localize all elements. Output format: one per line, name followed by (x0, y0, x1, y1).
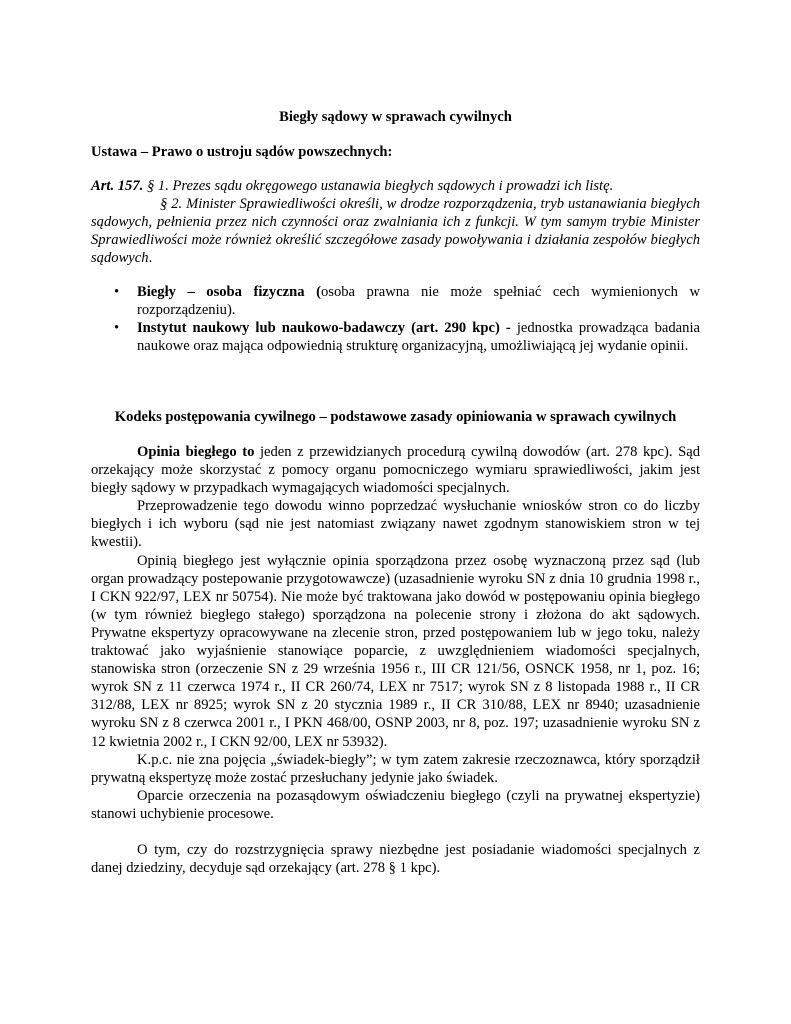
kpc-paragraph-5: Oparcie orzeczenia na pozasądowym oświadczeniu biegłego (czyli na prywatnej ekspertyzie) stanowi uchybienie procesowe. (91, 787, 700, 822)
kpc-heading: Kodeks postępowania cywilnego – podstawowe zasady opiniowania w sprawach cywilnych (114, 409, 677, 425)
kpc-p1-text: jeden z przewidzianych procedurą cywilną dowodów (art. 278 kpc). Sąd orzekający może skorzystać z pomocy organu pomocniczego wymiaru sprawiedliwości, jakim jest biegły sądowy w przypadkach wymagających wiadomości specjalnych. (91, 444, 701, 497)
kpc-p1-bold: Opinia biegłego to (137, 444, 255, 460)
list-item (114, 319, 700, 355)
kpc-body (91, 443, 700, 877)
kpc-paragraph-3: Opinią biegłego jest wyłącznie opinia sporządzona przez osobę wyznaczoną przez sąd (lub organ prowadzący postepowanie przygotowawcze) (uzasadnienie wyroku SN z dnia 10 grudnia 1998 r., I CKN 922/97, LEX nr 50754). Nie może być traktowana jako dowód w postępowaniu opinia biegłego (w tym również biegłego stałego) sporządzona na polecenie strony i złożona do akt sądowych. Prywatne ekspertyzy opracowywane na zlecenie stron, przed postępowaniem lub w jego toku, należy traktować jako wyjaśnienie stanowiące poparcie, z uwzględnieniem wiadomości specjalnych, stanowiska stron (orzeczenie SN z 29 września 1956 r., III CR 121/56, OSNCK 1958, nr 1, poz. 16; wyrok SN z 11 czerwca 1974 r., II CR 260/74, LEX nr 7517; wyrok SN z 8 listopada 1988 r., II CR 312/88, LEX nr 8925; wyrok SN z 20 stycznia 1989 r., II CR 310/88, LEX nr 8940; uzasadnienie wyroku SN z 8 czerwca 2001 r., I PKN 468/00, OSNP 2003, nr 8, poz. 197; uzasadnienie wyroku SN z 12 kwietnia 2002 r., I CKN 92/00, LEX nr 53932). (91, 552, 700, 750)
article-p2-end: . (148, 250, 153, 267)
bullet-list (114, 283, 700, 355)
list-item-text: osoba prawna nie może spełniać cech wymienionych w rozporządzeniu). (137, 284, 700, 319)
article-paragraph-1 (91, 177, 700, 195)
article-label: Art. 157. (91, 178, 144, 194)
bullet-icon: • (114, 320, 120, 337)
kpc-paragraph-6: O tym, czy do rozstrzygnięcia sprawy niezbędne jest posiadanie wiadomości specjalnych z danej dziedziny, decyduje sąd orzekający (art. 278 § 1 kpc). (91, 841, 700, 877)
page-title: Biegły sądowy w sprawach cywilnych (279, 109, 512, 125)
kpc-paragraph-1 (91, 443, 700, 497)
ustawa-heading: Ustawa – Prawo o ustroju sądów powszechnych: (91, 144, 393, 160)
article-paragraph-2 (91, 195, 700, 267)
list-item-bold: Biegły – osoba fizyczna ( (137, 284, 321, 300)
article-p1-text: § 1. Prezes sądu okręgowego ustanawia biegłych sądowych i prowadzi ich listę. (143, 178, 614, 194)
list-item (114, 283, 700, 319)
kpc-paragraph-4: K.p.c. nie zna pojęcia „świadek-biegły”; w tym zatem zakresie rzeczoznawca, który sporządził prywatną ekspertyzę może zostać przesłuchany jedynie jako świadek. (91, 751, 700, 786)
article-157 (91, 177, 700, 267)
kpc-paragraph-2: Przeprowadzenie tego dowodu winno poprzedzać wysłuchanie wniosków stron co do liczby biegłych i ich wyboru (sąd nie jest natomiast związany nawet zgodnym stanowiskiem stron w tej kwestii). (91, 498, 700, 551)
article-p2-text: § 2. Minister Sprawiedliwości określi, w drodze rozporządzenia, tryb ustanawiania biegłych sądowych, pełnienia przez nich czynności oraz zwalniania ich z funkcji. W tym samym trybie Minister Sprawiedliwości może również określić szczegółowe zasady powoływania i działania zespołów biegłych sądowych (91, 196, 700, 267)
list-item-bold: Instytut naukowy lub naukowo-badawczy (art. 290 kpc) - (137, 320, 511, 337)
bullet-icon: • (114, 284, 120, 300)
list-item-text: jednostka prowadząca badania naukowe oraz mająca odpowiednią strukturę organizacyjną, umożliwiającą jej wydanie opinii. (137, 320, 700, 355)
